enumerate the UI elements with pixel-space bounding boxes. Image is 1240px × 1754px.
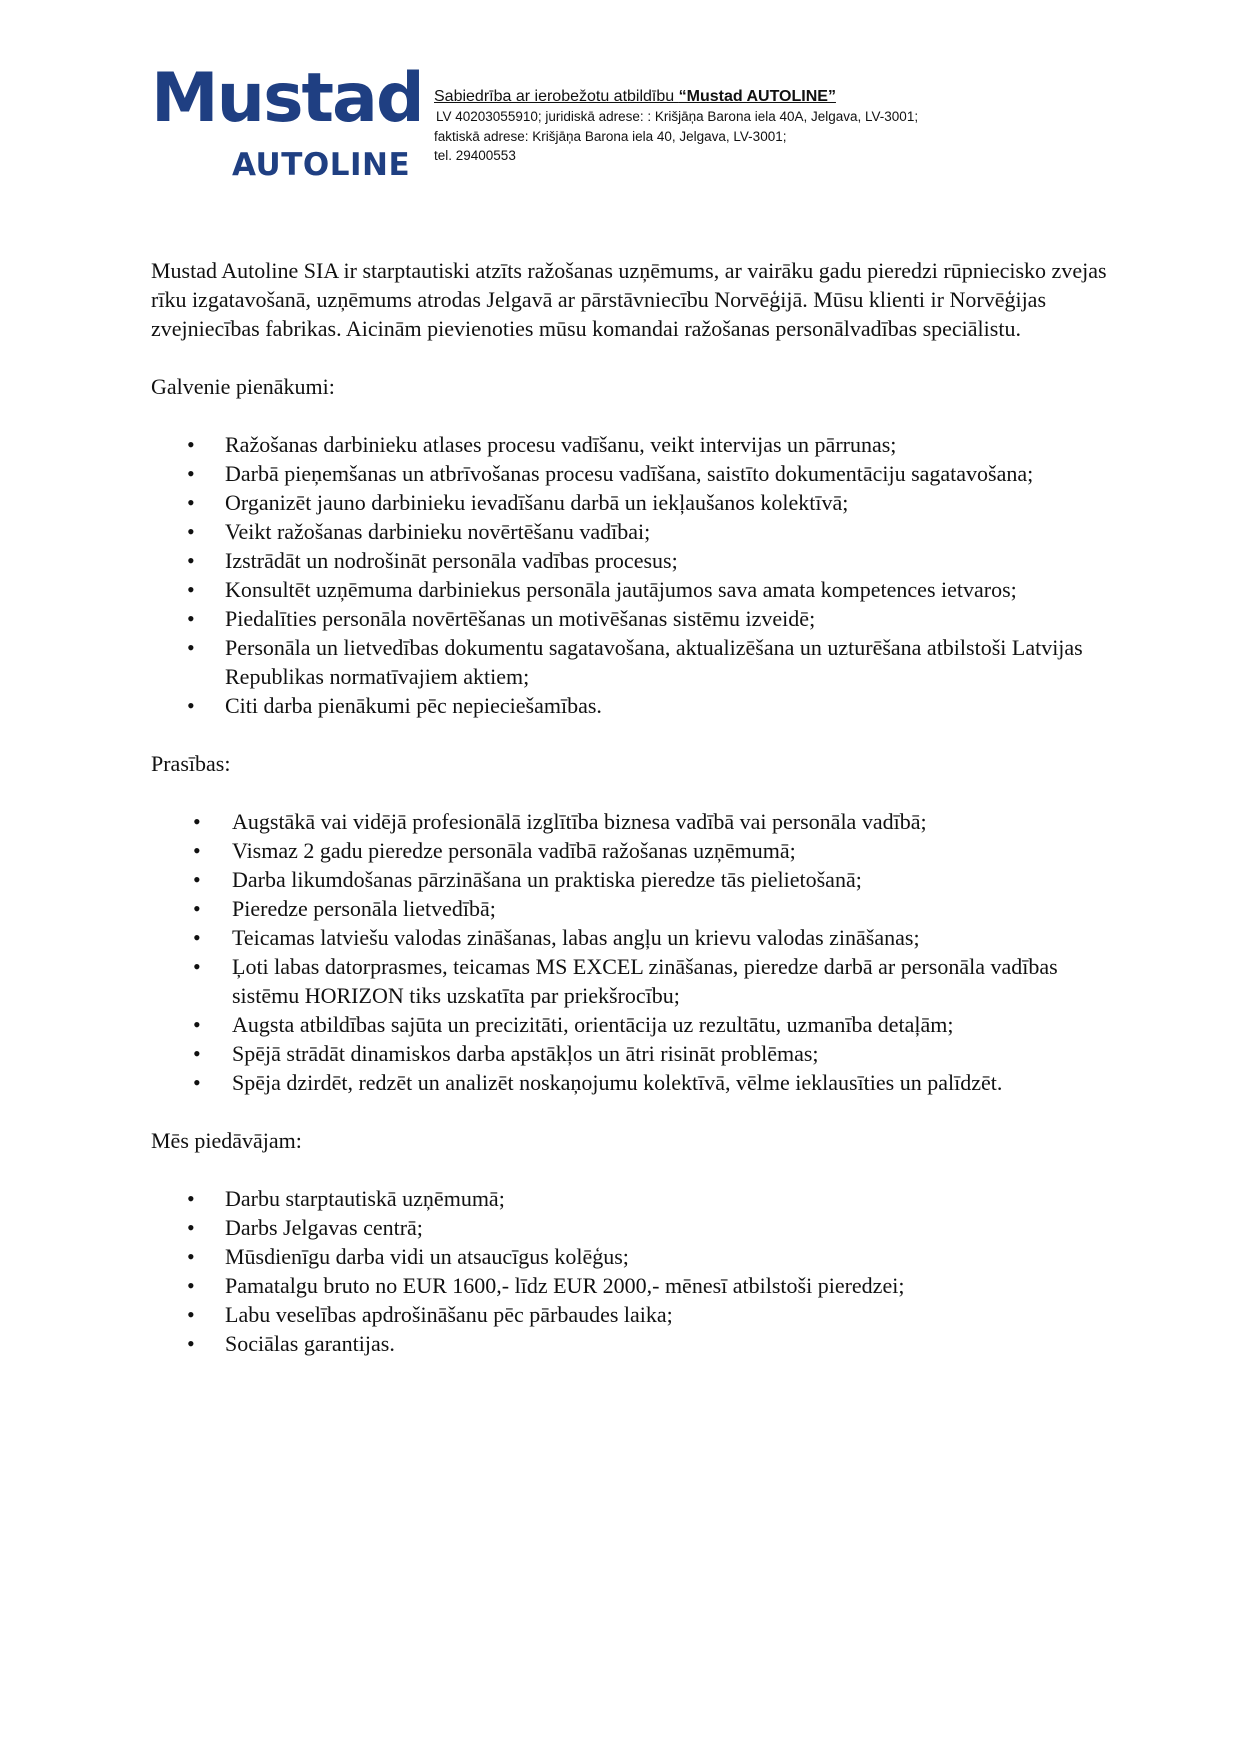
bullet-icon: • <box>193 954 201 979</box>
requirement-item <box>151 1010 1111 1039</box>
requirement-item <box>151 952 1111 1010</box>
duty-item <box>151 459 1111 488</box>
actual-address-line: faktiskā adrese: Krišjāņa Barona iela 40, Jelgava, LV-3001; <box>434 128 787 144</box>
duty-item-text: Konsultēt uzņēmuma darbiniekus personāla jautājumos sava amata kompetences ietvaros; <box>225 577 1017 602</box>
bullet-icon: • <box>193 925 201 950</box>
bullet-icon: • <box>187 490 195 515</box>
duty-item-text: Personāla un lietvedības dokumentu sagatavošana, aktualizēšana un uzturēšana atbilstoši Latvijas Republikas normatīvajiem aktiem; <box>225 635 1083 689</box>
requirement-item-text: Augsta atbildības sajūta un precizitāti, orientācija uz rezultātu, uzmanība detaļām; <box>232 1012 954 1037</box>
requirements-heading: Prasības: <box>151 751 231 776</box>
bullet-icon: • <box>187 432 195 457</box>
requirement-item-text: Augstākā vai vidējā profesionālā izglītība biznesa vadībā vai personāla vadībā; <box>232 809 927 834</box>
requirement-item <box>151 1068 1111 1097</box>
bullet-icon: • <box>187 693 195 718</box>
bullet-icon: • <box>187 1215 195 1240</box>
duty-item <box>151 430 1111 459</box>
letterhead <box>0 0 1240 200</box>
bullet-icon: • <box>187 548 195 573</box>
requirement-item-text: Teicamas latviešu valodas zināšanas, labas angļu un krievu valodas zināšanas; <box>232 925 920 950</box>
requirement-item-text: Spējā strādāt dinamiskos darba apstākļos un ātri risināt problēmas; <box>232 1041 819 1066</box>
duty-item-text: Organizēt jauno darbinieku ievadīšanu darbā un iekļaušanos kolektīvā; <box>225 490 849 515</box>
offer-item <box>151 1213 1111 1242</box>
bullet-icon: • <box>193 1041 201 1066</box>
requirement-item-text: Pieredze personāla lietvedībā; <box>232 896 496 921</box>
bullet-icon: • <box>187 519 195 544</box>
bullet-icon: • <box>193 1070 201 1095</box>
duty-item-text: Darbā pieņemšanas un atbrīvošanas procesu vadīšana, saistīto dokumentāciju sagatavošana; <box>225 461 1034 486</box>
duty-item-text: Izstrādāt un nodrošināt personāla vadības procesus; <box>225 548 678 573</box>
offer-item <box>151 1329 1111 1358</box>
mustad-autoline-logo <box>151 59 423 190</box>
offer-item <box>151 1184 1111 1213</box>
requirement-item <box>151 807 1111 836</box>
bullet-icon: • <box>187 1331 195 1356</box>
bullet-icon: • <box>187 606 195 631</box>
requirement-item <box>151 865 1111 894</box>
logo-wordmark: Mustad <box>151 59 423 138</box>
offer-item-text: Pamatalgu bruto no EUR 1600,- līdz EUR 2000,- mēnesī atbilstoši pieredzei; <box>225 1273 905 1298</box>
duty-item <box>151 517 1111 546</box>
duty-item <box>151 546 1111 575</box>
duty-item <box>151 604 1111 633</box>
bullet-icon: • <box>187 461 195 486</box>
phone-line: tel. 29400553 <box>434 148 516 163</box>
bullet-icon: • <box>187 1302 195 1327</box>
logo-subtitle: AUTOLINE <box>232 147 411 183</box>
job-posting-body <box>151 256 1111 1358</box>
company-brand-name: “Mustad AUTOLINE” <box>678 88 836 105</box>
requirement-item-text: Darba likumdošanas pārzināšana un praktiska pieredze tās pielietošanā; <box>232 867 862 892</box>
offer-item <box>151 1242 1111 1271</box>
duty-item <box>151 691 1111 720</box>
registration-line: LV 40203055910; juridiskā adrese: : Krišjāņa Barona iela 40A, Jelgava, LV-3001; <box>436 109 919 124</box>
requirement-item <box>151 923 1111 952</box>
company-legal-name: Sabiedrība ar ierobežotu atbildību “Mustad AUTOLINE” <box>434 88 836 105</box>
bullet-icon: • <box>187 1186 195 1211</box>
requirements-list <box>151 807 1111 1097</box>
company-details <box>434 87 994 166</box>
intro-paragraph: Mustad Autoline SIA ir starptautiski atzīts ražošanas uzņēmums, ar vairāku gadu pieredzi rūpniecisko zvejas rīku izgatavošanā, uzņēmums atrodas Jelgavā ar pārstāvniecību Norvēģijā. Mūsu klienti ir Norvēģijas zvejniecības fabrikas. Aicinām pievienoties mūsu komandai ražošanas personālvadības speciālistu. <box>151 258 1107 341</box>
requirement-item-text: Spēja dzirdēt, redzēt un analizēt noskaņojumu kolektīvā, vēlme ieklausīties un palīdzēt. <box>232 1070 1003 1095</box>
offer-item <box>151 1271 1111 1300</box>
duty-item-text: Veikt ražošanas darbinieku novērtēšanu vadībai; <box>225 519 651 544</box>
duties-heading: Galvenie pienākumi: <box>151 374 335 399</box>
bullet-icon: • <box>193 1012 201 1037</box>
requirement-item-text: Ļoti labas datorprasmes, teicamas MS EXCEL zināšanas, pieredze darbā ar personāla vadības sistēmu HORIZON tiks uzskatīta par priekšrocību; <box>232 954 1058 1008</box>
bullet-icon: • <box>193 896 201 921</box>
requirement-item <box>151 894 1111 923</box>
duty-item <box>151 575 1111 604</box>
bullet-icon: • <box>187 1273 195 1298</box>
duty-item-text: Citi darba pienākumi pēc nepieciešamības. <box>225 693 602 718</box>
duty-item <box>151 633 1111 691</box>
offer-item-text: Sociālas garantijas. <box>225 1331 395 1356</box>
offer-item-text: Darbs Jelgavas centrā; <box>225 1215 423 1240</box>
bullet-icon: • <box>187 635 195 660</box>
offer-item-text: Labu veselības apdrošināšanu pēc pārbaudes laika; <box>225 1302 673 1327</box>
requirement-item <box>151 836 1111 865</box>
offer-item-text: Darbu starptautiskā uzņēmumā; <box>225 1186 505 1211</box>
bullet-icon: • <box>187 1244 195 1269</box>
duty-item-text: Ražošanas darbinieku atlases procesu vadīšanu, veikt intervijas un pārrunas; <box>225 432 897 457</box>
requirement-item <box>151 1039 1111 1068</box>
offer-heading: Mēs piedāvājam: <box>151 1128 302 1153</box>
bullet-icon: • <box>187 577 195 602</box>
duties-list <box>151 430 1111 720</box>
offer-item-text: Mūsdienīgu darba vidi un atsaucīgus kolēģus; <box>225 1244 629 1269</box>
bullet-icon: • <box>193 867 201 892</box>
offer-item <box>151 1300 1111 1329</box>
duty-item <box>151 488 1111 517</box>
bullet-icon: • <box>193 809 201 834</box>
bullet-icon: • <box>193 838 201 863</box>
duty-item-text: Piedalīties personāla novērtēšanas un motivēšanas sistēmu izveidē; <box>225 606 816 631</box>
offer-list <box>151 1184 1111 1358</box>
requirement-item-text: Vismaz 2 gadu pieredze personāla vadībā ražošanas uzņēmumā; <box>232 838 796 863</box>
